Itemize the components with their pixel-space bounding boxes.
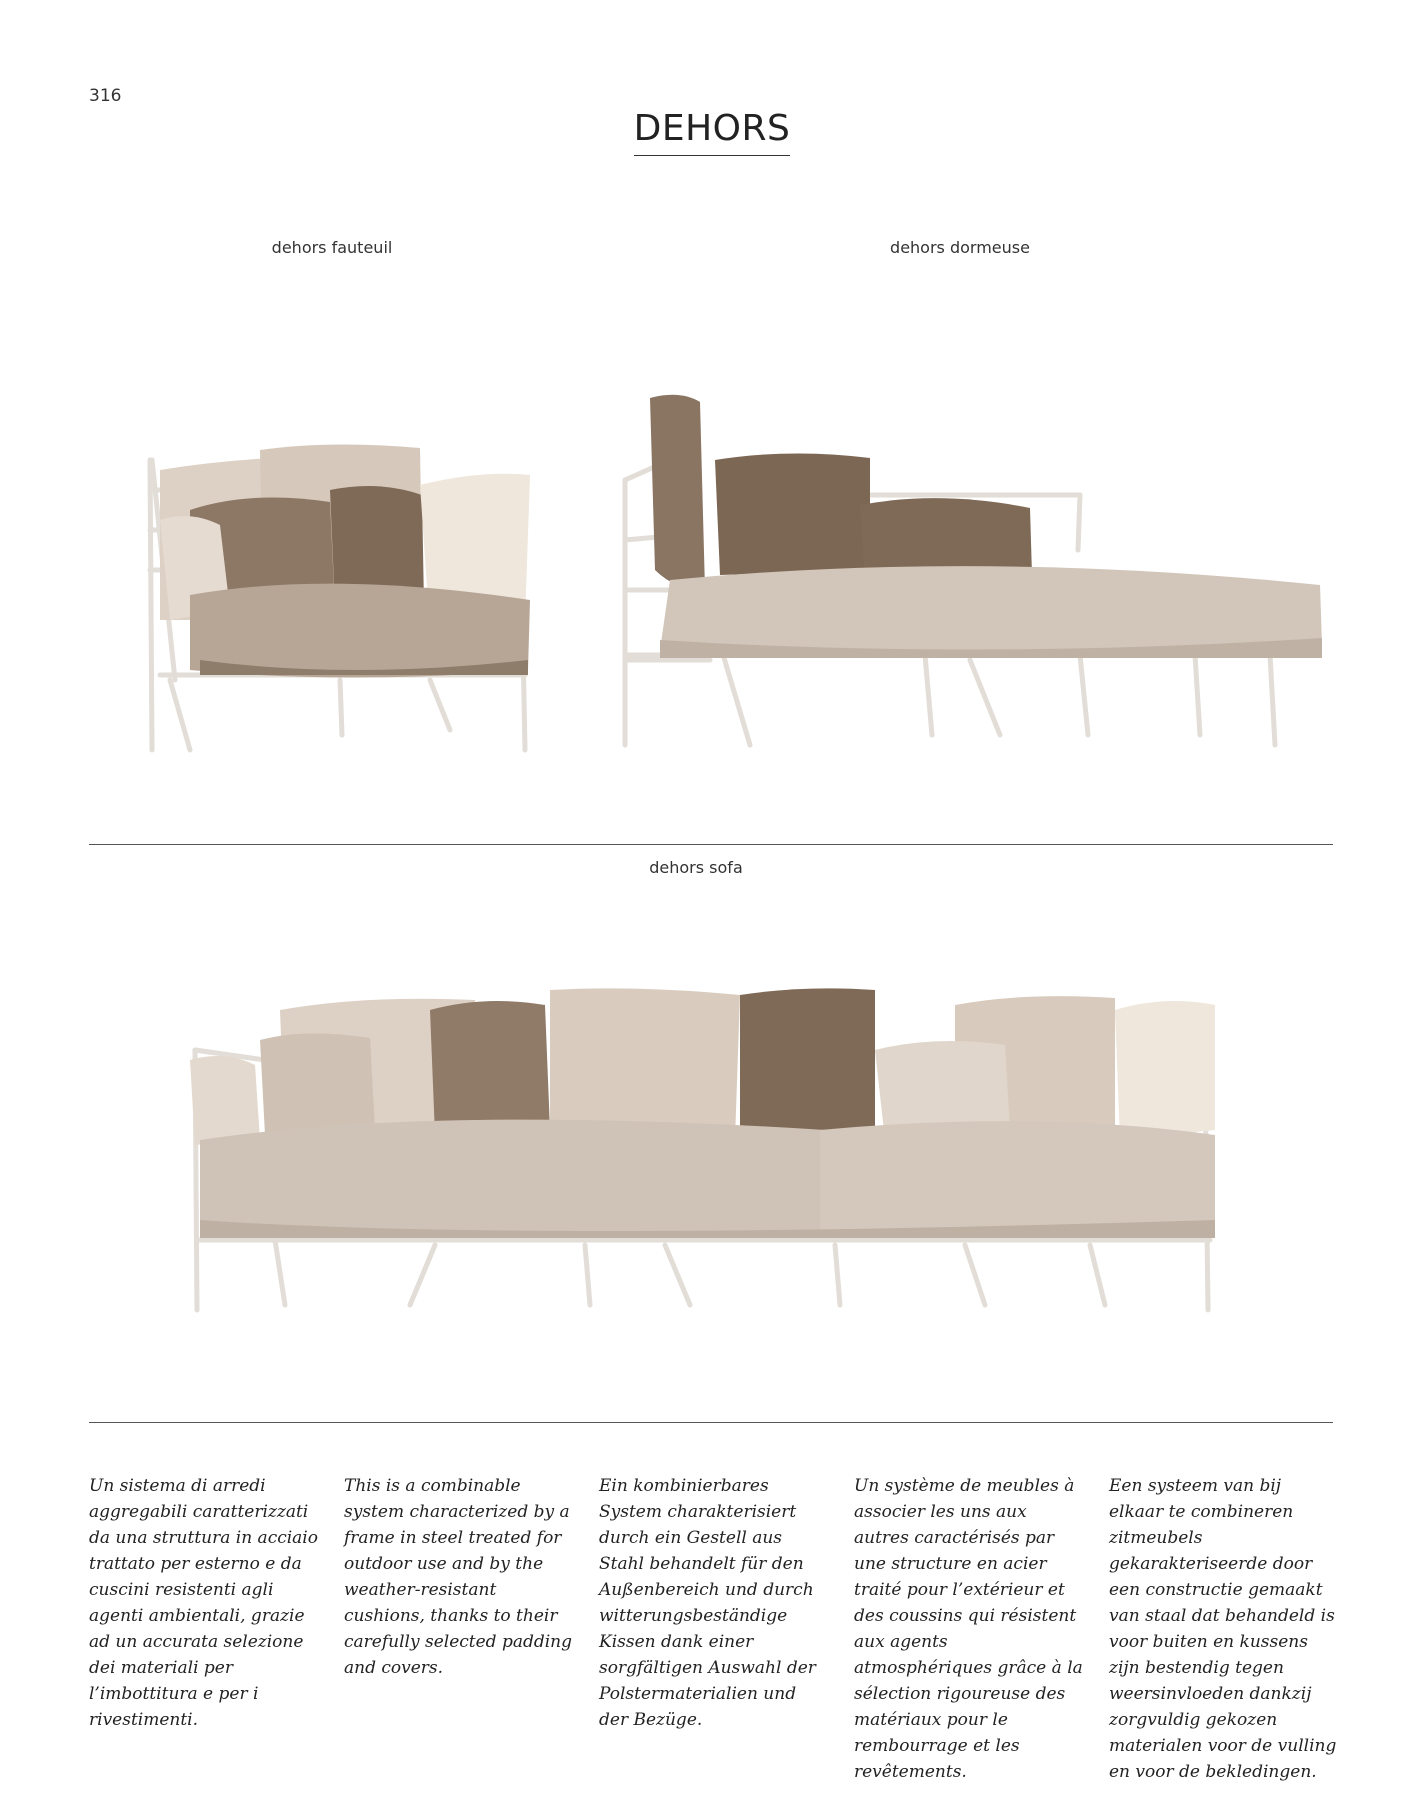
caption-dormeuse: dehors dormeuse bbox=[890, 238, 1030, 257]
description-fr: Un système de meubles à associer les uns aux autres caractérisés par une structure en acier traité pour l’extérieur et des coussins qui résistent aux agents atmosphériques grâce à la sélection rigoureuse des matériaux pour le rembourrage et les revêtements. bbox=[854, 1476, 1083, 1782]
page-title: DEHORS bbox=[634, 108, 791, 156]
page-number: 316 bbox=[89, 86, 122, 106]
description-nl: Een systeem van bij elkaar te combineren zitmeubels gekarakteriseerde door een constructie gemaakt van staal dat behandeld is voor buiten en kussens zijn bestendig tegen weersinvloeden dankzij zorgvuldig gekozen materialen voor de vulling en voor de bekledingen. bbox=[1109, 1476, 1337, 1782]
dormeuse-photo bbox=[620, 390, 1330, 760]
description-it: Un sistema di arredi aggregabili caratterizzati da una struttura in acciaio trattato per esterno e da cuscini resistenti agli agenti ambientali, grazie ad un accurata selezione dei materiali per l’imbottitura e per i rivestimenti. bbox=[89, 1476, 318, 1730]
caption-sofa: dehors sofa bbox=[649, 858, 743, 877]
description-de: Ein kombinierbares System charakterisiert durch ein Gestell aus Stahl behandelt für den Außenbereich und durch witterungsbeständige Kissen dank einer sorgfältigen Auswahl der Polstermaterialien und der Bezüge. bbox=[599, 1476, 816, 1730]
fauteuil-photo bbox=[130, 430, 550, 760]
divider-bottom bbox=[89, 1422, 1333, 1423]
divider-top bbox=[89, 844, 1333, 845]
description-en: This is a combinable system characterized by a frame in steel treated for outdoor use and by the weather-resistant cushions, thanks to their carefully selected padding and covers. bbox=[344, 1476, 572, 1678]
sofa-photo bbox=[185, 980, 1235, 1320]
caption-fauteuil: dehors fauteuil bbox=[271, 238, 393, 257]
